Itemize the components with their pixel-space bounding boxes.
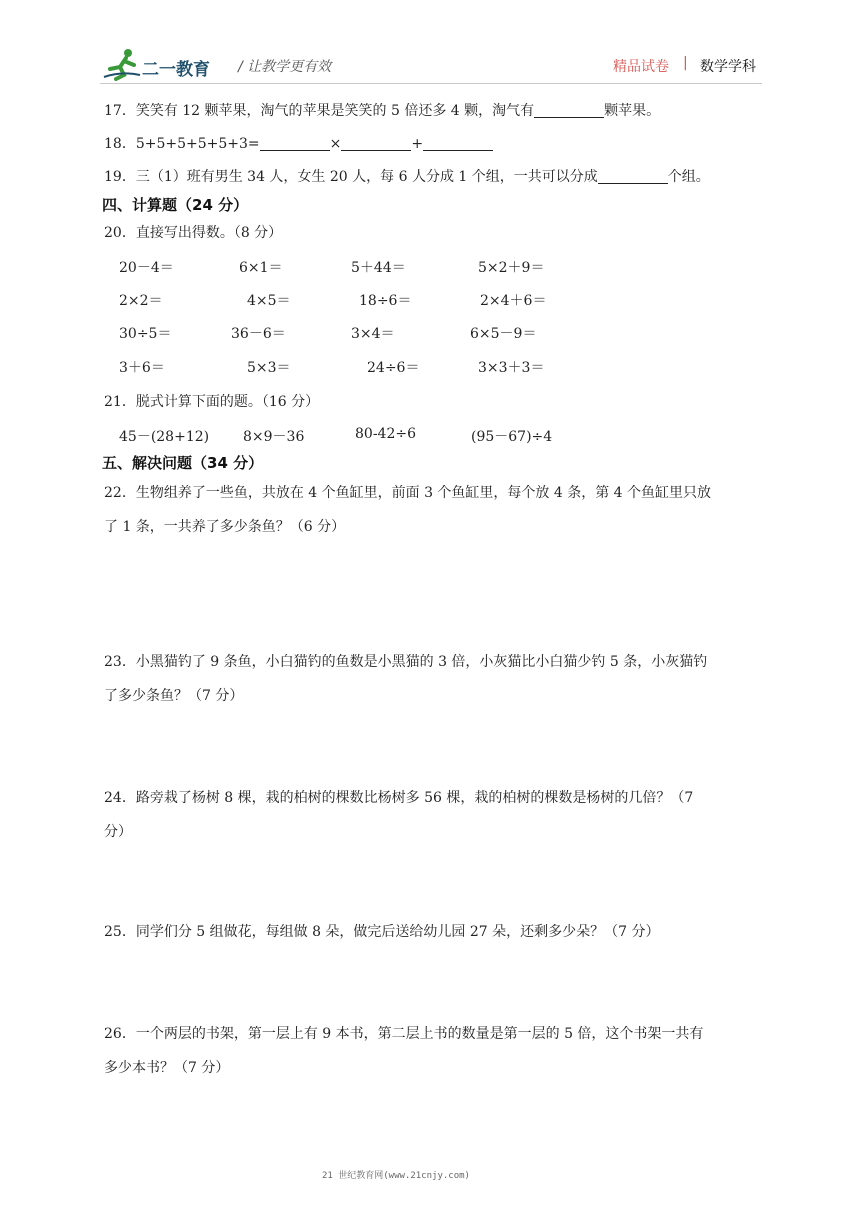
step-calc-item: (95－67)÷4	[471, 429, 553, 445]
section-5-title: 五、解决问题（34 分）	[102, 454, 264, 472]
question-19	[104, 166, 710, 186]
footer-text: 21 世纪教育网(www.21cnjy.com)	[322, 1171, 470, 1181]
question-25: 25．同学们分 5 组做花，每组做 8 朵，做完后送给幼儿园 27 朵，还剩多少朵？（7 分）	[104, 924, 660, 940]
question-17-text: 17．笑笑有 12 颗苹果，淘气的苹果是笑笑的 5 倍还多 4 颗，淘气有	[104, 103, 535, 119]
oral-calc-item: 6×5－9＝	[470, 326, 537, 342]
header-divider	[100, 83, 762, 84]
answer-blank[interactable]	[534, 103, 604, 118]
header-separator: |	[683, 55, 688, 71]
oral-calc-item: 3×3＋3＝	[478, 360, 545, 376]
question-19-tail: 个组。	[667, 169, 710, 185]
question-20: 20．直接写出得数。（8 分）	[104, 225, 283, 241]
oral-calc-item: 5×2＋9＝	[478, 260, 545, 276]
oral-calc-item: 20－4＝	[119, 260, 174, 276]
oral-calc-item: 5×3＝	[247, 360, 291, 376]
question-21: 21．脱式计算下面的题。（16 分）	[104, 394, 320, 410]
brand-name: 二一教育	[142, 60, 210, 80]
question-19-text: 19．三（1）班有男生 34 人，女生 20 人，每 6 人分成 1 个组，一共可以分成	[104, 169, 598, 185]
step-calc-item: 45－(28+12)	[119, 429, 210, 445]
oral-calc-item: 2×4＋6＝	[480, 293, 547, 309]
question-24-line-2: 分）	[104, 824, 132, 840]
header-tag-subject: 数学学科	[700, 59, 756, 75]
slogan: / 让教学更有效	[238, 59, 332, 75]
oral-calc-item: 3＋6＝	[119, 360, 165, 376]
question-17	[104, 100, 660, 120]
answer-blank[interactable]	[341, 136, 411, 151]
oral-calc-item: 4×5＝	[247, 293, 291, 309]
logo	[102, 47, 222, 81]
oral-calc-item: 30÷5＝	[119, 326, 172, 342]
oral-calc-item: 18÷6＝	[359, 293, 412, 309]
oral-calc-item: 36－6＝	[231, 326, 286, 342]
oral-calc-item: 3×4＝	[351, 326, 395, 342]
oral-calc-item: 24÷6＝	[367, 360, 420, 376]
oral-calc-item: 6×1＝	[239, 260, 283, 276]
header-tag-premium: 精品试卷	[613, 59, 669, 75]
plus-sign: +	[411, 136, 424, 152]
question-22-line-2: 了 1 条，一共养了多少条鱼？（6 分）	[104, 519, 346, 535]
answer-blank[interactable]	[423, 136, 493, 151]
question-26-line-2: 多少本书？（7 分）	[104, 1060, 230, 1076]
answer-blank[interactable]	[260, 136, 330, 151]
question-18	[104, 133, 493, 153]
question-23-line-2: 了多少条鱼？（7 分）	[104, 688, 244, 704]
step-calc-item: 8×9－36	[243, 429, 305, 445]
question-17-tail: 颗苹果。	[604, 103, 661, 119]
question-22-line-1: 22．生物组养了一些鱼，共放在 4 个鱼缸里，前面 3 个鱼缸里，每个放 4 条，第 4 个鱼缸里只放	[104, 485, 712, 501]
section-4-title: 四、计算题（24 分）	[102, 196, 249, 214]
question-18-text: 18．5+5+5+5+5+3=	[104, 136, 260, 152]
question-24-line-1: 24．路旁栽了杨树 8 棵，栽的柏树的棵数比杨树多 56 棵，栽的柏树的棵数是杨树的几倍？（7	[104, 790, 694, 806]
oral-calc-item: 2×2＝	[119, 293, 163, 309]
question-26-line-1: 26．一个两层的书架，第一层上有 9 本书，第二层上书的数量是第一层的 5 倍，这个书架一共有	[104, 1026, 704, 1042]
question-23-line-1: 23．小黑猫钓了 9 条鱼，小白猫钓的鱼数是小黑猫的 3 倍，小灰猫比小白猫少钓 5 条，小灰猫钓	[104, 654, 708, 670]
runner-logo-icon	[102, 47, 142, 81]
times-sign: ×	[329, 136, 342, 152]
answer-blank[interactable]	[598, 169, 668, 184]
step-calc-item: 80-42÷6	[355, 426, 416, 442]
oral-calc-item: 5＋44＝	[351, 260, 406, 276]
